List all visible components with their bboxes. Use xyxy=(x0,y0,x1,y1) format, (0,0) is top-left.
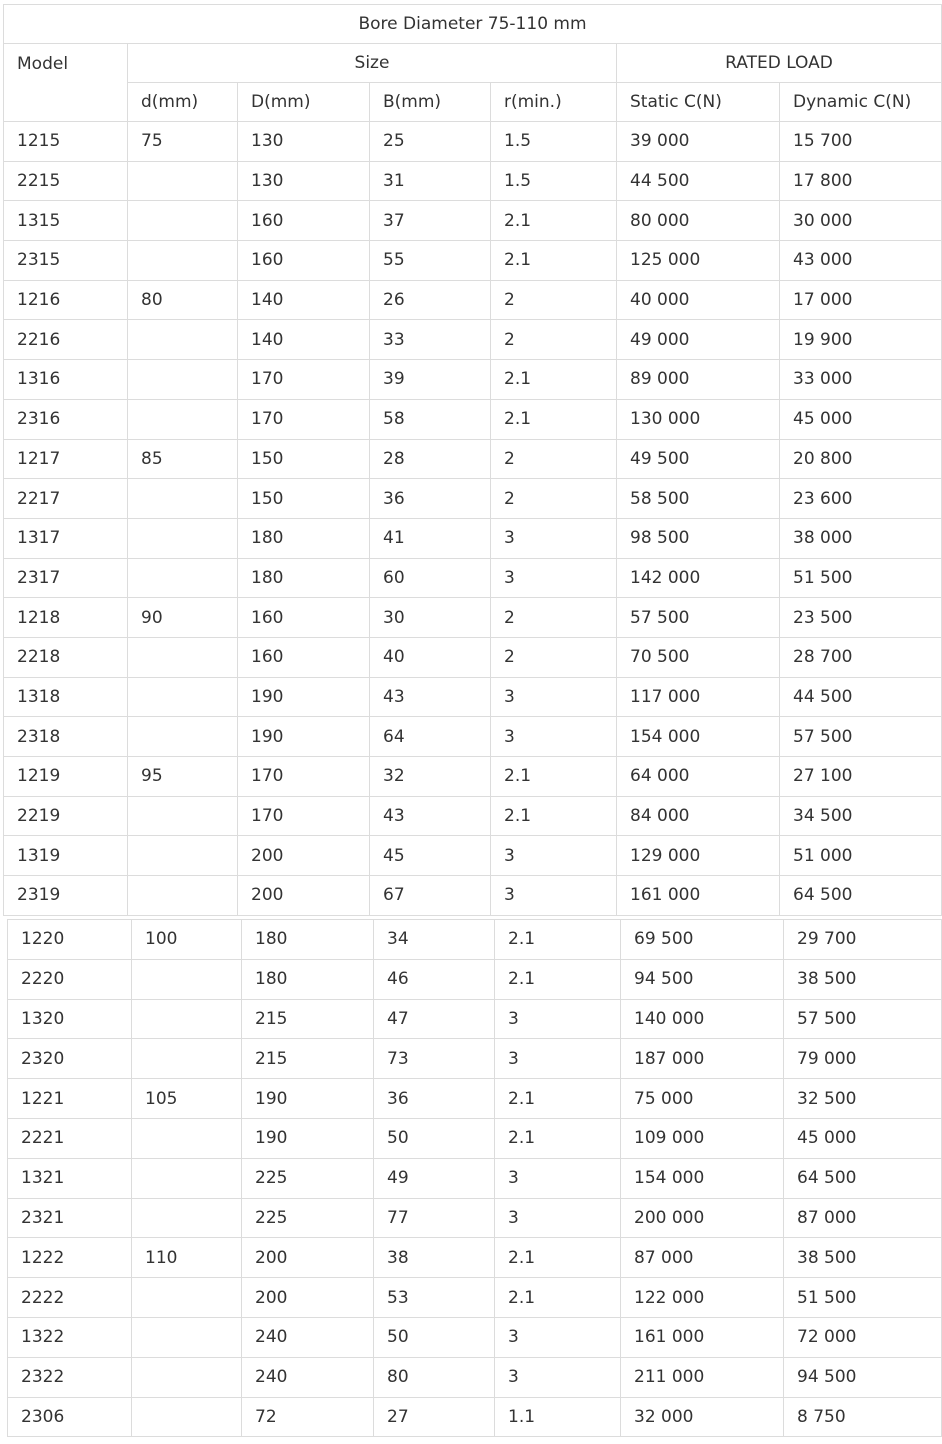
table-row xyxy=(4,637,942,677)
cell-r: 2 xyxy=(491,439,617,479)
cell-d xyxy=(132,1039,242,1079)
cell-static: 87 000 xyxy=(621,1238,784,1278)
cell-model: 1222 xyxy=(8,1238,132,1278)
cell-model: 1319 xyxy=(4,836,128,876)
cell-D: 200 xyxy=(242,1278,374,1318)
cell-D: 225 xyxy=(242,1158,374,1198)
cell-d xyxy=(128,796,238,836)
cell-dynamic: 29 700 xyxy=(784,920,942,960)
cell-dynamic: 94 500 xyxy=(784,1357,942,1397)
table-row xyxy=(4,558,942,598)
cell-B: 25 xyxy=(370,122,491,162)
header-B: B(mm) xyxy=(370,83,491,122)
cell-D: 160 xyxy=(238,241,370,281)
cell-r: 2 xyxy=(491,479,617,519)
table-row xyxy=(8,1278,942,1318)
cell-d: 95 xyxy=(128,757,238,797)
cell-static: 94 500 xyxy=(621,959,784,999)
cell-r: 2.1 xyxy=(491,399,617,439)
cell-model: 2218 xyxy=(4,637,128,677)
table-row xyxy=(4,241,942,281)
cell-B: 64 xyxy=(370,717,491,757)
cell-model: 1216 xyxy=(4,280,128,320)
cell-D: 160 xyxy=(238,598,370,638)
cell-r: 2.1 xyxy=(495,1278,621,1318)
cell-static: 142 000 xyxy=(617,558,780,598)
cell-model: 1219 xyxy=(4,757,128,797)
cell-static: 161 000 xyxy=(621,1317,784,1357)
cell-B: 26 xyxy=(370,280,491,320)
cell-model: 1218 xyxy=(4,598,128,638)
cell-dynamic: 44 500 xyxy=(780,677,942,717)
table-row xyxy=(4,280,942,320)
cell-D: 180 xyxy=(242,920,374,960)
cell-d xyxy=(132,959,242,999)
cell-B: 73 xyxy=(374,1039,495,1079)
cell-D: 170 xyxy=(238,796,370,836)
table-row xyxy=(8,999,942,1039)
cell-d xyxy=(128,876,238,916)
cell-r: 3 xyxy=(495,999,621,1039)
cell-static: 64 000 xyxy=(617,757,780,797)
cell-dynamic: 30 000 xyxy=(780,201,942,241)
table-row xyxy=(4,796,942,836)
cell-dynamic: 27 100 xyxy=(780,757,942,797)
header-rated-load: RATED LOAD xyxy=(617,44,942,83)
table-row xyxy=(4,598,942,638)
cell-D: 72 xyxy=(242,1397,374,1437)
cell-r: 3 xyxy=(495,1198,621,1238)
cell-model: 2320 xyxy=(8,1039,132,1079)
cell-model: 2220 xyxy=(8,959,132,999)
cell-static: 32 000 xyxy=(621,1397,784,1437)
cell-d xyxy=(128,201,238,241)
cell-model: 1316 xyxy=(4,360,128,400)
cell-static: 154 000 xyxy=(617,717,780,757)
cell-r: 1.5 xyxy=(491,161,617,201)
table-row xyxy=(4,399,942,439)
cell-dynamic: 51 500 xyxy=(780,558,942,598)
cell-B: 50 xyxy=(374,1317,495,1357)
cell-D: 225 xyxy=(242,1198,374,1238)
table-row xyxy=(4,518,942,558)
cell-static: 75 000 xyxy=(621,1079,784,1119)
cell-dynamic: 57 500 xyxy=(780,717,942,757)
cell-d xyxy=(128,479,238,519)
table-row xyxy=(8,1198,942,1238)
cell-d: 80 xyxy=(128,280,238,320)
cell-D: 150 xyxy=(238,479,370,519)
cell-D: 190 xyxy=(242,1079,374,1119)
cell-r: 3 xyxy=(491,558,617,598)
cell-static: 49 500 xyxy=(617,439,780,479)
cell-model: 2321 xyxy=(8,1198,132,1238)
cell-r: 3 xyxy=(491,518,617,558)
cell-static: 69 500 xyxy=(621,920,784,960)
cell-D: 160 xyxy=(238,637,370,677)
cell-r: 3 xyxy=(491,717,617,757)
cell-static: 129 000 xyxy=(617,836,780,876)
cell-static: 49 000 xyxy=(617,320,780,360)
cell-r: 2 xyxy=(491,637,617,677)
cell-r: 2.1 xyxy=(491,241,617,281)
table-row xyxy=(4,836,942,876)
cell-r: 3 xyxy=(495,1039,621,1079)
cell-model: 1322 xyxy=(8,1317,132,1357)
cell-r: 3 xyxy=(491,677,617,717)
header-D: D(mm) xyxy=(238,83,370,122)
cell-d: 85 xyxy=(128,439,238,479)
cell-r: 2 xyxy=(491,598,617,638)
cell-dynamic: 17 800 xyxy=(780,161,942,201)
table-row xyxy=(4,717,942,757)
cell-model: 2318 xyxy=(4,717,128,757)
cell-d xyxy=(128,161,238,201)
table-row xyxy=(4,122,942,162)
cell-D: 190 xyxy=(238,677,370,717)
cell-model: 1317 xyxy=(4,518,128,558)
bearing-spec-table-part1 xyxy=(3,4,942,916)
cell-static: 140 000 xyxy=(621,999,784,1039)
cell-dynamic: 43 000 xyxy=(780,241,942,281)
cell-d xyxy=(128,677,238,717)
cell-D: 140 xyxy=(238,280,370,320)
cell-D: 130 xyxy=(238,161,370,201)
cell-r: 2.1 xyxy=(495,1118,621,1158)
cell-static: 161 000 xyxy=(617,876,780,916)
cell-model: 1215 xyxy=(4,122,128,162)
cell-d xyxy=(132,1118,242,1158)
cell-D: 190 xyxy=(242,1118,374,1158)
cell-d xyxy=(128,320,238,360)
header-model: Model xyxy=(4,44,128,122)
cell-D: 160 xyxy=(238,201,370,241)
cell-D: 215 xyxy=(242,1039,374,1079)
cell-d: 100 xyxy=(132,920,242,960)
table-row xyxy=(4,201,942,241)
cell-static: 70 500 xyxy=(617,637,780,677)
cell-B: 77 xyxy=(374,1198,495,1238)
cell-dynamic: 57 500 xyxy=(784,999,942,1039)
cell-model: 1315 xyxy=(4,201,128,241)
cell-D: 190 xyxy=(238,717,370,757)
cell-B: 36 xyxy=(374,1079,495,1119)
cell-dynamic: 38 000 xyxy=(780,518,942,558)
cell-model: 2217 xyxy=(4,479,128,519)
cell-B: 47 xyxy=(374,999,495,1039)
cell-dynamic: 38 500 xyxy=(784,959,942,999)
cell-D: 240 xyxy=(242,1357,374,1397)
header-size: Size xyxy=(128,44,617,83)
cell-static: 125 000 xyxy=(617,241,780,281)
cell-model: 2222 xyxy=(8,1278,132,1318)
cell-d xyxy=(132,1198,242,1238)
cell-dynamic: 64 500 xyxy=(784,1158,942,1198)
table-row xyxy=(8,1118,942,1158)
cell-r: 2 xyxy=(491,320,617,360)
cell-r: 3 xyxy=(495,1317,621,1357)
cell-model: 2306 xyxy=(8,1397,132,1437)
table-row xyxy=(4,479,942,519)
table-body-part2 xyxy=(8,920,942,1437)
cell-B: 36 xyxy=(370,479,491,519)
cell-D: 215 xyxy=(242,999,374,1039)
cell-dynamic: 64 500 xyxy=(780,876,942,916)
cell-model: 2317 xyxy=(4,558,128,598)
cell-model: 2322 xyxy=(8,1357,132,1397)
cell-B: 80 xyxy=(374,1357,495,1397)
cell-dynamic: 20 800 xyxy=(780,439,942,479)
cell-model: 1318 xyxy=(4,677,128,717)
cell-r: 1.5 xyxy=(491,122,617,162)
cell-static: 98 500 xyxy=(617,518,780,558)
cell-model: 2319 xyxy=(4,876,128,916)
cell-static: 40 000 xyxy=(617,280,780,320)
table-row xyxy=(4,360,942,400)
header-dynamic: Dynamic C(N) xyxy=(780,83,942,122)
cell-B: 46 xyxy=(374,959,495,999)
table-row xyxy=(4,876,942,916)
table-row xyxy=(8,920,942,960)
cell-static: 44 500 xyxy=(617,161,780,201)
cell-static: 80 000 xyxy=(617,201,780,241)
cell-D: 180 xyxy=(238,558,370,598)
cell-d: 75 xyxy=(128,122,238,162)
cell-B: 32 xyxy=(370,757,491,797)
cell-model: 1321 xyxy=(8,1158,132,1198)
cell-B: 27 xyxy=(374,1397,495,1437)
cell-D: 200 xyxy=(238,836,370,876)
cell-static: 84 000 xyxy=(617,796,780,836)
cell-dynamic: 72 000 xyxy=(784,1317,942,1357)
cell-d: 110 xyxy=(132,1238,242,1278)
cell-D: 170 xyxy=(238,757,370,797)
table-row xyxy=(8,1238,942,1278)
cell-D: 170 xyxy=(238,399,370,439)
cell-B: 31 xyxy=(370,161,491,201)
cell-dynamic: 15 700 xyxy=(780,122,942,162)
cell-model: 2315 xyxy=(4,241,128,281)
cell-r: 2.1 xyxy=(491,757,617,797)
cell-dynamic: 28 700 xyxy=(780,637,942,677)
cell-D: 200 xyxy=(242,1238,374,1278)
table-row xyxy=(8,1397,942,1437)
cell-r: 3 xyxy=(491,876,617,916)
cell-d xyxy=(132,1357,242,1397)
table-row xyxy=(8,959,942,999)
cell-B: 28 xyxy=(370,439,491,479)
header-static: Static C(N) xyxy=(617,83,780,122)
cell-d xyxy=(128,518,238,558)
table-row xyxy=(4,439,942,479)
cell-d xyxy=(128,360,238,400)
cell-static: 39 000 xyxy=(617,122,780,162)
cell-model: 2316 xyxy=(4,399,128,439)
cell-dynamic: 19 900 xyxy=(780,320,942,360)
cell-B: 67 xyxy=(370,876,491,916)
cell-r: 3 xyxy=(495,1158,621,1198)
header-d: d(mm) xyxy=(128,83,238,122)
table-row xyxy=(8,1079,942,1119)
cell-d xyxy=(132,1397,242,1437)
cell-B: 53 xyxy=(374,1278,495,1318)
cell-static: 130 000 xyxy=(617,399,780,439)
cell-static: 200 000 xyxy=(621,1198,784,1238)
cell-D: 200 xyxy=(238,876,370,916)
cell-static: 211 000 xyxy=(621,1357,784,1397)
cell-r: 2 xyxy=(491,280,617,320)
cell-D: 140 xyxy=(238,320,370,360)
cell-dynamic: 33 000 xyxy=(780,360,942,400)
cell-B: 40 xyxy=(370,637,491,677)
cell-model: 2216 xyxy=(4,320,128,360)
table-row xyxy=(8,1158,942,1198)
cell-D: 180 xyxy=(242,959,374,999)
cell-B: 30 xyxy=(370,598,491,638)
table-row xyxy=(8,1039,942,1079)
cell-r: 2.1 xyxy=(495,1238,621,1278)
cell-dynamic: 34 500 xyxy=(780,796,942,836)
cell-B: 37 xyxy=(370,201,491,241)
bearing-spec-table-part2 xyxy=(7,919,942,1437)
cell-D: 240 xyxy=(242,1317,374,1357)
cell-d xyxy=(128,637,238,677)
cell-model: 2219 xyxy=(4,796,128,836)
cell-B: 58 xyxy=(370,399,491,439)
cell-model: 1220 xyxy=(8,920,132,960)
cell-d xyxy=(128,836,238,876)
cell-dynamic: 8 750 xyxy=(784,1397,942,1437)
cell-dynamic: 87 000 xyxy=(784,1198,942,1238)
cell-static: 122 000 xyxy=(621,1278,784,1318)
cell-static: 187 000 xyxy=(621,1039,784,1079)
cell-model: 2215 xyxy=(4,161,128,201)
cell-dynamic: 45 000 xyxy=(784,1118,942,1158)
table-row xyxy=(4,757,942,797)
cell-B: 41 xyxy=(370,518,491,558)
cell-D: 170 xyxy=(238,360,370,400)
cell-B: 50 xyxy=(374,1118,495,1158)
cell-d xyxy=(128,241,238,281)
cell-r: 2.1 xyxy=(495,1079,621,1119)
cell-B: 33 xyxy=(370,320,491,360)
cell-model: 2221 xyxy=(8,1118,132,1158)
cell-dynamic: 17 000 xyxy=(780,280,942,320)
cell-r: 3 xyxy=(491,836,617,876)
cell-static: 58 500 xyxy=(617,479,780,519)
table-body-part1 xyxy=(4,122,942,916)
cell-d xyxy=(128,399,238,439)
cell-dynamic: 79 000 xyxy=(784,1039,942,1079)
cell-d xyxy=(128,717,238,757)
table-title: Bore Diameter 75-110 mm xyxy=(4,5,942,44)
cell-dynamic: 51 500 xyxy=(784,1278,942,1318)
cell-model: 1320 xyxy=(8,999,132,1039)
cell-d xyxy=(128,558,238,598)
cell-B: 39 xyxy=(370,360,491,400)
table-row xyxy=(8,1357,942,1397)
cell-static: 89 000 xyxy=(617,360,780,400)
table-row xyxy=(4,320,942,360)
cell-r: 3 xyxy=(495,1357,621,1397)
table-row xyxy=(4,161,942,201)
cell-d: 90 xyxy=(128,598,238,638)
cell-dynamic: 45 000 xyxy=(780,399,942,439)
cell-dynamic: 23 600 xyxy=(780,479,942,519)
cell-B: 38 xyxy=(374,1238,495,1278)
cell-model: 1217 xyxy=(4,439,128,479)
cell-B: 34 xyxy=(374,920,495,960)
cell-static: 117 000 xyxy=(617,677,780,717)
cell-B: 43 xyxy=(370,677,491,717)
cell-static: 57 500 xyxy=(617,598,780,638)
cell-d xyxy=(132,999,242,1039)
cell-d xyxy=(132,1158,242,1198)
cell-B: 45 xyxy=(370,836,491,876)
cell-dynamic: 38 500 xyxy=(784,1238,942,1278)
cell-d xyxy=(132,1278,242,1318)
cell-B: 49 xyxy=(374,1158,495,1198)
table-row xyxy=(8,1317,942,1357)
cell-dynamic: 23 500 xyxy=(780,598,942,638)
cell-dynamic: 51 000 xyxy=(780,836,942,876)
cell-B: 60 xyxy=(370,558,491,598)
cell-dynamic: 32 500 xyxy=(784,1079,942,1119)
cell-r: 2.1 xyxy=(495,959,621,999)
cell-d xyxy=(132,1317,242,1357)
cell-B: 43 xyxy=(370,796,491,836)
cell-r: 1.1 xyxy=(495,1397,621,1437)
cell-D: 150 xyxy=(238,439,370,479)
cell-model: 1221 xyxy=(8,1079,132,1119)
cell-B: 55 xyxy=(370,241,491,281)
cell-d: 105 xyxy=(132,1079,242,1119)
cell-static: 109 000 xyxy=(621,1118,784,1158)
table-row xyxy=(4,677,942,717)
cell-D: 130 xyxy=(238,122,370,162)
cell-r: 2.1 xyxy=(495,920,621,960)
cell-static: 154 000 xyxy=(621,1158,784,1198)
cell-r: 2.1 xyxy=(491,360,617,400)
cell-r: 2.1 xyxy=(491,796,617,836)
cell-D: 180 xyxy=(238,518,370,558)
cell-r: 2.1 xyxy=(491,201,617,241)
header-r: r(min.) xyxy=(491,83,617,122)
